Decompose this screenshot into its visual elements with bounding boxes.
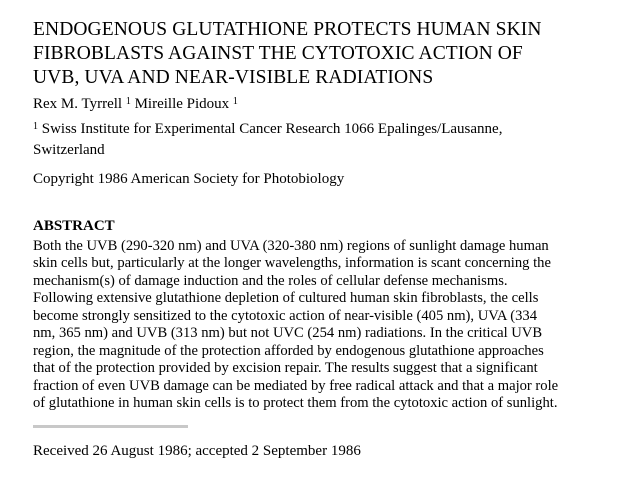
affiliation-line (33, 119, 613, 140)
abstract-heading: ABSTRACT (33, 218, 115, 234)
abstract-line: of glutathione in human skin cells is to protect them from the cytotoxic action of sunlight. (33, 395, 558, 412)
affiliation-marker: 1 (33, 121, 38, 132)
abstract-line: nm, 365 nm) and UVB (313 nm) but not UVC (254 nm) radiations. In the critical UVB (33, 325, 543, 342)
title-line: ENDOGENOUS GLUTATHIONE PROTECTS HUMAN SKIN (33, 19, 542, 40)
affiliation-text: Swiss Institute for Experimental Cancer Research 1066 Epalinges/Lausanne, (41, 121, 503, 137)
abstract-line: mechanism(s) of damage induction and the roles of cellular defense mechanisms. (33, 272, 508, 289)
abstract-line: become strongly sensitized to the cytotoxic action of near-visible (405 nm), UVA (334 (33, 307, 538, 324)
author-affiliation-marker: 1 (232, 96, 238, 107)
title-line: FIBROBLASTS AGAINST THE CYTOTOXIC ACTION OF (33, 43, 523, 64)
abstract-line: Following extensive glutathione depletion of cultured human skin fibroblasts, the cells (33, 290, 539, 307)
author-name: Mireille Pidoux (134, 96, 230, 112)
affiliation (33, 119, 613, 161)
abstract-line: skin cells but, particularly at the longer wavelengths, information is scant concerning the (33, 255, 551, 272)
title-line: UVB, UVA AND NEAR-VISIBLE RADIATIONS (33, 67, 434, 88)
copyright-notice: Copyright 1986 American Society for Photobiology (33, 171, 345, 187)
footnote-divider (33, 425, 188, 428)
abstract-line: fraction of even UVB damage can be mediated by free radical attack and that a major role (33, 377, 559, 394)
abstract-line: Both the UVB (290-320 nm) and UVA (320-380 nm) regions of sunlight damage human (33, 238, 549, 254)
affiliation-line: Switzerland (33, 142, 105, 158)
paper-title (33, 18, 613, 90)
abstract-body (33, 238, 613, 413)
paper-page (33, 18, 613, 461)
abstract-line: region, the magnitude of the protection afforded by endogenous glutathione approaches (33, 342, 544, 359)
author-name: Rex M. Tyrrell (33, 96, 123, 112)
abstract-line: that of the protection provided by excision repair. The results suggest that a significant (33, 360, 538, 377)
received-dates: Received 26 August 1986; accepted 2 September 1986 (33, 442, 361, 459)
author-list (33, 95, 613, 114)
author-affiliation-marker: 1 (125, 96, 131, 107)
